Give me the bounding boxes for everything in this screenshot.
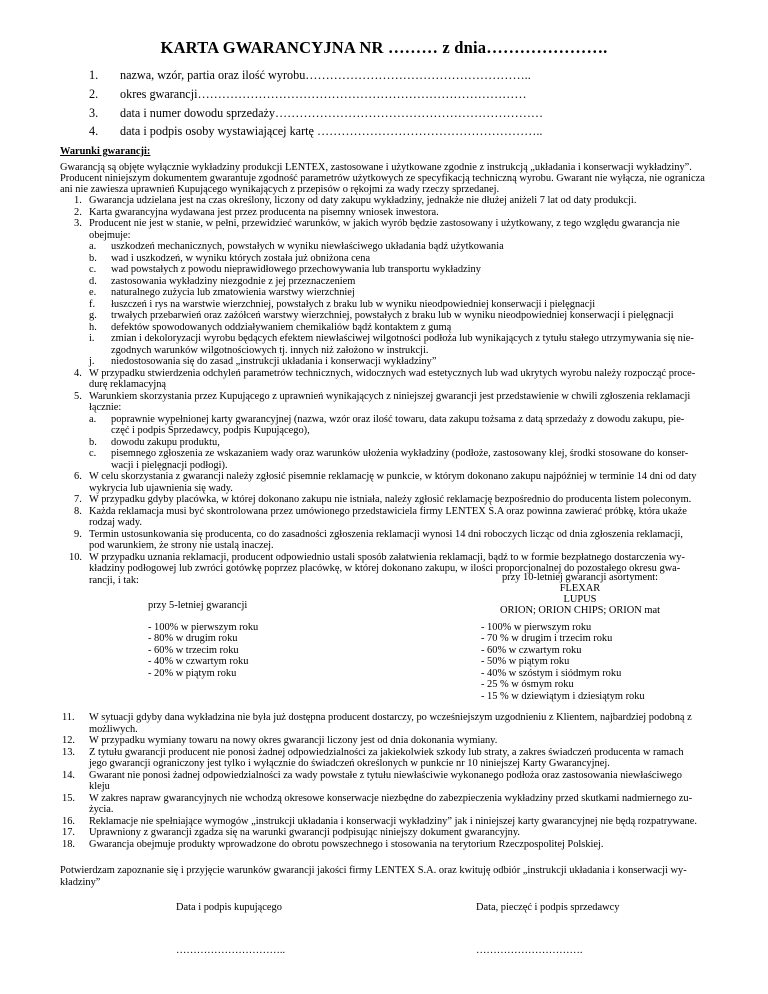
item-number: 10. xyxy=(69,552,82,563)
item-number: 8. xyxy=(74,506,82,517)
field-issuer-signature xyxy=(0,124,768,144)
condition-text: Karta gwarancyjna wydawana jest przez producenta na pisemny wniosek inwestora. xyxy=(89,207,439,218)
left-rate-row: - 80% w drugim roku xyxy=(148,633,238,644)
item-number: 18. xyxy=(62,839,75,850)
field-number: 2. xyxy=(89,87,99,101)
right-rate-row: - 100% w pierwszym roku xyxy=(481,622,592,633)
condition-text: Reklamacje nie spełniające wymogów „instrukcji układania i konserwacji wykładziny” jak i niniejszej karty gwarancyjnej nie będą rozpatrywane. xyxy=(89,816,697,827)
subitem-text: poprawnie wypełnionej karty gwarancyjnej (nazwa, wzór oraz ilość towaru, data zakupu tożsama z datą sprzedaży z dowodu zakupu, pie- xyxy=(111,414,685,425)
intro-line: ani nie zawiesza uprawnień Kupującego wynikających z przepisów o rękojmi za wady rzeczy sprzedanej. xyxy=(60,184,500,195)
subitem-text: zastosowania wykładziny niezgodnie z jej przeznaczeniem xyxy=(111,276,356,287)
subitem-letter: c. xyxy=(89,264,97,275)
right-rate-row: - 15 % w dziewiątym i dziesiątym roku xyxy=(481,691,645,702)
subitem-text: naturalnego zużycia lub zmatowienia warstwy wierzchniej xyxy=(111,287,355,298)
subitem-text: częć i podpis Sprzedawcy, podpis Kupującego), xyxy=(111,425,310,436)
condition-text: łącznie: xyxy=(89,402,122,413)
item-number: 11. xyxy=(62,712,75,723)
subitem-letter: e. xyxy=(89,287,97,298)
condition-text: wykrycia lub ujawnienia się wady. xyxy=(89,483,233,494)
condition-text: W sytuacji gdyby dana wykładzina nie była już dostępna producent dostarczy, po wcześniejszym uzgodnieniu z Klientem, najbardziej podobną z xyxy=(89,712,692,723)
conditions-heading: Warunki gwarancji: xyxy=(60,146,151,157)
condition-text: pod warunkiem, że strony nie ustalą inaczej. xyxy=(89,540,274,551)
right-rate-row: - 25 % w ósmym roku xyxy=(481,679,574,690)
subitem-letter: c. xyxy=(89,448,97,459)
item-number: 12. xyxy=(62,735,75,746)
item-number: 9. xyxy=(74,529,82,540)
subitem-letter: b. xyxy=(89,437,97,448)
field-product xyxy=(0,68,768,88)
left-rate-row: - 20% w piątym roku xyxy=(148,668,237,679)
subitem-letter: d. xyxy=(89,276,97,287)
confirmation-line: Potwierdzam zapoznanie się i przyjęcie warunków gwarancji jakości firmy LENTEX S.A. oraz kwituję odbiór „instrukcji układania i konserwacji wy- xyxy=(60,865,687,876)
subitem-letter: f. xyxy=(89,299,96,310)
intro-line: Producent niniejszym dokumentem gwarantuje zgodność parametrów użytkowych ze specyfikacją techniczną wyrobu. Gwarant nie wyłącza, nie ogranicza xyxy=(60,173,705,184)
item-number: 5. xyxy=(74,391,82,402)
condition-text: Uprawniony z gwarancji zgadza się na warunki gwarancji podpisując niniejszy dokument gwarancyjny. xyxy=(89,827,520,838)
condition-text: życia. xyxy=(89,804,114,815)
subitem-text: defektów spowodowanych oddziaływaniem chemikaliów bądź kontaktem z gumą xyxy=(111,322,452,333)
seller-signature-line: …………………………. xyxy=(476,945,583,956)
subitem-text: łuszczeń i rys na warstwie wierzchniej, powstałych z braku lub w wyniku nieodpowiedniej konserwacji i pielęgnacji xyxy=(111,299,596,310)
left-rate-row: - 100% w pierwszym roku xyxy=(148,622,259,633)
condition-text: W celu skorzystania z gwarancji należy zgłosić pisemnie reklamację w punkcie, w którym dokonano zakupu najpóźniej w terminie 14 dni od daty xyxy=(89,471,697,482)
item-number: 1. xyxy=(74,195,82,206)
field-label: nazwa, wzór, partia oraz ilość wyrobu……………………………………………….. xyxy=(120,68,531,82)
product-orion: ORION; ORION CHIPS; ORION mat xyxy=(500,605,660,616)
condition-text: Warunkiem skorzystania przez Kupującego z uprawnień wynikających z niniejszej gwarancji jest przedstawienie w chwili zgłoszenia reklamacji xyxy=(89,391,691,402)
subitem-text: wacji i pielęgnacji podłogi). xyxy=(111,460,228,471)
field-number: 3. xyxy=(89,106,99,120)
subitem-letter: b. xyxy=(89,253,97,264)
subitem-letter: a. xyxy=(89,414,97,425)
right-rate-row: - 70 % w drugim i trzecim roku xyxy=(481,633,613,644)
condition-text: W przypadku uznania reklamacji, producent odpowiednio ustali sposób załatwienia reklamacji, bądź to w formie bezpłatnego dostarczenia wy- xyxy=(89,552,685,563)
field-number: 4. xyxy=(89,124,99,138)
document-title: KARTA GWARANCYJNA NR ……… z dnia…………………. xyxy=(160,38,608,57)
subitem-text: uszkodzeń mechanicznych, powstałych w wyniku niewłaściwego układania bądź użytkowania xyxy=(111,241,504,252)
product-lupus: LUPUS xyxy=(563,594,597,605)
condition-text: W przypadku wymiany towaru na nowy okres gwarancji liczony jest od dnia dokonania wymiany. xyxy=(89,735,498,746)
condition-text: obejmuje: xyxy=(89,230,131,241)
condition-text: Producent nie jest w stanie, w pełni, przewidzieć warunków, w jakich wyrób będzie zastosowany i użytkowany, z tego względu gwarancja nie xyxy=(89,218,680,229)
item-number: 14. xyxy=(62,770,75,781)
condition-text: Gwarancja obejmuje produkty wprowadzone do obrotu powszechnego i stosowania na terytorium Rzeczpospolitej Polskiej. xyxy=(89,839,604,850)
right-rate-row: - 60% w czwartym roku xyxy=(481,645,582,656)
subitem-text: wad powstałych z powodu nieprawidłowego przechowywania lub transportu wykładziny xyxy=(111,264,481,275)
item-number: 6. xyxy=(74,471,82,482)
condition-text: Każda reklamacja musi być skontrolowana przez umówionego przedstawiciela firmy LENTEX S.A oraz powinna zawierać próbkę, która ukaże xyxy=(89,506,687,517)
right-rate-row: - 40% w szóstym i siódmym roku xyxy=(481,668,622,679)
item-number: 13. xyxy=(62,747,75,758)
item-number: 3. xyxy=(74,218,82,229)
subitem-letter: g. xyxy=(89,310,97,321)
condition-text: Z tytułu gwarancji producent nie ponosi żadnej odpowiedzialności za jakiekolwiek szkody lub straty, a zakres świadczeń producenta w ramach xyxy=(89,747,684,758)
condition-text: kładziny podłogowej lub zwróci gotówkę poprzez placówkę, w której dokonano zakupu, w ilości proporcjonalnej do pozostałego okresu gwa- xyxy=(89,563,681,574)
field-sales-receipt xyxy=(0,106,768,126)
item-number: 15. xyxy=(62,793,75,804)
condition-text: durę reklamacyjną xyxy=(89,379,167,390)
item-number: 17. xyxy=(62,827,75,838)
left-rate-row: - 40% w czwartym roku xyxy=(148,656,249,667)
right-table-header: przy 10-letniej gwarancji asortyment: xyxy=(501,572,659,583)
condition-text: W zakres napraw gwarancyjnych nie wchodzą okresowe konserwacje niezbędne do zabezpieczenia wykładziny przed skutkami nadmiernego zu- xyxy=(89,793,693,804)
subitem-text: dowodu zakupu produktu, xyxy=(111,437,220,448)
subitem-text: wad i uszkodzeń, w wyniku których została już obniżona cena xyxy=(111,253,371,264)
condition-text: jego gwarancji ograniczony jest tylko i wyłącznie do świadczeń określonych w punkcie nr 10 niniejszej Karty Gwarancyjnej. xyxy=(89,758,610,769)
item-number: 2. xyxy=(74,207,82,218)
condition-text: W przypadku stwierdzenia odchyleń parametrów technicznych, widocznych wad estetycznych lub wad ukrytych wyrobu należy rozpocząć proce- xyxy=(89,368,696,379)
item-number: 4. xyxy=(74,368,82,379)
condition-text: Gwarant nie ponosi żadnej odpowiedzialności za wady powstałe z tytułu niewłaściwie wykonanego podłoża oraz zastosowania niewłaściwego xyxy=(89,770,682,781)
item-number: 16. xyxy=(62,816,75,827)
confirmation-line: kładziny” xyxy=(60,877,101,888)
left-rate-row: - 60% w trzecim roku xyxy=(148,645,239,656)
buyer-signature-label: Data i podpis kupującego xyxy=(176,902,282,913)
subitem-letter: j. xyxy=(89,356,95,367)
field-label: okres gwarancji……………………………………………………………………… xyxy=(120,87,527,101)
subitem-text: zmian i dekoloryzacji wyrobu będących efektem niewłaściwej wilgotności podłoża lub wynikających z tytułu stałego utrzymywania się nie- xyxy=(111,333,694,344)
product-flexar: FLEXAR xyxy=(559,583,601,594)
subitem-text: zgodnych warunków wilgotnościowych tj. innych niż założono w instrukcji. xyxy=(111,345,429,356)
field-label: data i numer dowodu sprzedaży………………………………………………………… xyxy=(120,106,544,120)
intro-line: Gwarancją są objęte wyłącznie wykładziny produkcji LENTEX, zastosowane i użytkowane zgodnie z instrukcją „układania i konserwacji wykładziny”. xyxy=(60,162,692,173)
subitem-letter: a. xyxy=(89,241,97,252)
buyer-signature-line: ………………………….. xyxy=(176,945,286,956)
condition-text: możliwych. xyxy=(89,724,138,735)
subitem-text: pisemnego zgłoszenia ze wskazaniem wady oraz warunków ułożenia wykładziny (podłoże, zastosowany klej, środki stosowane do konser- xyxy=(111,448,689,459)
condition-text: W przypadku gdyby placówka, w której dokonano zakupu nie istniała, należy zgłosić reklamację bezpośrednio do producenta listem poleconym. xyxy=(89,494,692,505)
subitem-letter: i. xyxy=(89,333,95,344)
condition-text: kleju xyxy=(89,781,110,792)
subitem-text: trwałych przebarwień oraz zażółceń warstwy wierzchniej, powstałych z braku lub w wyniku nieodpowiedniej konserwacji i pielęgnacji xyxy=(111,310,674,321)
field-label: data i podpis osoby wystawiającej kartę ……………………………………………….. xyxy=(120,124,543,138)
condition-text: Gwarancja udzielana jest na czas określony, liczony od daty zakupu wykładziny, jednakże nie dłużej aniżeli 7 lat od daty produkcji. xyxy=(89,195,637,206)
subitem-text: niedostosowania się do zasad „instrukcji układania i konserwacji wykładziny” xyxy=(111,356,437,367)
right-rate-row: - 50% w piątym roku xyxy=(481,656,570,667)
field-warranty-period xyxy=(0,87,768,107)
condition-text: rodzaj wady. xyxy=(89,517,142,528)
condition-text: rancji, i tak: xyxy=(89,575,139,586)
item-number: 7. xyxy=(74,494,82,505)
left-table-header: przy 5-letniej gwarancji xyxy=(148,600,248,611)
right-table-header-block xyxy=(470,572,690,584)
field-number: 1. xyxy=(89,68,99,82)
subitem-letter: h. xyxy=(89,322,97,333)
condition-text: Termin ustosunkowania się producenta, co do zasadności zgłoszenia reklamacji wynosi 14 dni roboczych licząc od dnia zgłoszenia reklamacji, xyxy=(89,529,683,540)
seller-signature-label: Data, pieczęć i podpis sprzedawcy xyxy=(476,902,620,913)
